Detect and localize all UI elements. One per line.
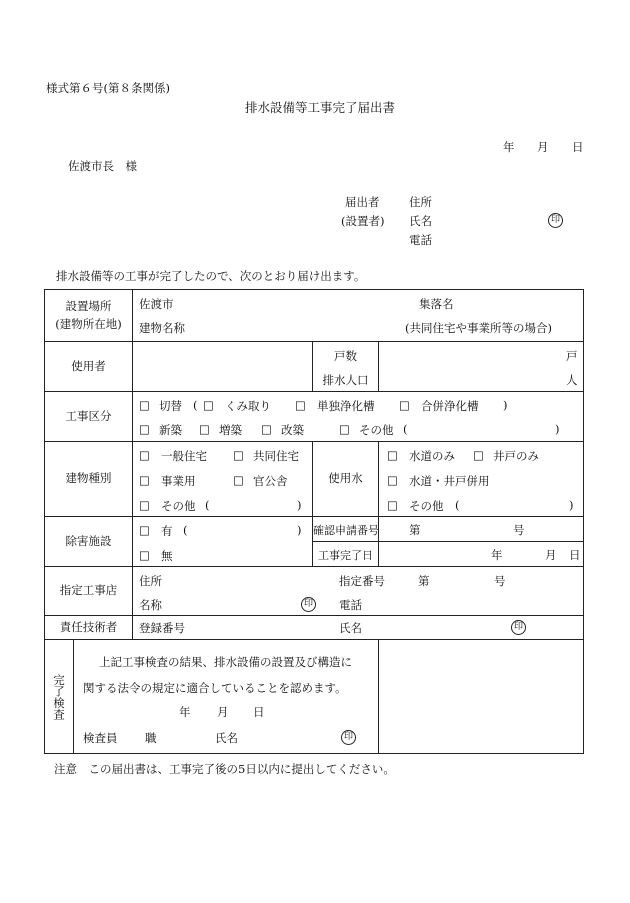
harm-yes-close: ) <box>297 523 302 537</box>
contractor-seal-icon <box>301 596 316 612</box>
contractor-phone-label: 電話 <box>339 598 362 612</box>
applicant-name-label: 氏名 <box>409 214 432 228</box>
households-label: 戸数 <box>334 349 357 363</box>
harm-meta-labels <box>313 517 379 567</box>
user-label: 使用者 <box>45 342 133 392</box>
other-building-label: その他 <box>161 499 196 513</box>
engineer-name-label: 氏名 <box>339 621 362 635</box>
checkbox-tap-and-well[interactable] <box>387 473 398 487</box>
harm-options <box>133 517 313 567</box>
location-cell[interactable] <box>133 290 584 342</box>
inspection-blank-cell[interactable] <box>379 640 584 754</box>
location-sublabel: (建物所在地) <box>55 316 122 331</box>
date-month-label: 月 <box>537 140 549 154</box>
installer-label: (設置者) <box>341 214 385 228</box>
renovation-label: 改築 <box>281 423 304 437</box>
registration-number-label: 登録番号 <box>139 621 185 635</box>
extension-label: 増築 <box>219 423 242 437</box>
persons-label: 排水人口 <box>322 373 369 387</box>
inspection-month: 月 <box>217 705 229 719</box>
confirm-go: 号 <box>513 523 525 537</box>
checkbox-renovation[interactable] <box>261 422 272 436</box>
other-water-label: その他 <box>409 499 444 513</box>
row-location <box>45 290 584 342</box>
harm-yes-open: ( <box>183 523 188 537</box>
work-type-label: 工事区分 <box>45 392 133 442</box>
date-year-label: 年 <box>503 140 515 154</box>
inspection-label: 完了検査 <box>52 673 66 720</box>
other-water-close: ) <box>569 498 574 512</box>
paren-close: ) <box>503 398 508 412</box>
completion-year: 年 <box>491 548 503 562</box>
addressee: 佐渡市長 様 <box>68 159 137 173</box>
footer-note: 注意 この届出書は、工事完了後の5日以内に提出してください。 <box>54 762 395 776</box>
shared-house-label: 共同住宅 <box>253 449 299 463</box>
well-only-label: 井戸のみ <box>493 449 539 463</box>
public-label: 官公舎 <box>253 474 288 488</box>
location-label: 設置場所 <box>65 298 112 313</box>
checkbox-other-work[interactable] <box>339 422 350 436</box>
checkbox-general-house[interactable] <box>139 448 150 462</box>
document-title: 排水設備等工事完了届出書 <box>245 100 396 115</box>
row-work-type <box>45 392 584 442</box>
row-engineer <box>45 616 584 640</box>
checkbox-public[interactable] <box>233 473 244 487</box>
harm-meta-values[interactable] <box>379 517 584 567</box>
checkbox-tap-only[interactable] <box>387 448 398 462</box>
confirm-number-label: 確認申請番号 <box>313 524 379 537</box>
completion-day: 日 <box>569 548 581 562</box>
applicant-label: 届出者 <box>345 195 380 209</box>
form-table <box>44 289 584 754</box>
checkbox-extension[interactable] <box>199 422 210 436</box>
water-label: 使用水 <box>313 442 379 517</box>
row-inspection <box>45 640 584 754</box>
inspector-seal-icon <box>341 729 356 745</box>
contractor-cell[interactable] <box>133 567 584 616</box>
engineer-label: 責任技術者 <box>45 616 133 640</box>
switch-label: 切替 <box>159 399 182 413</box>
location-header <box>45 290 133 342</box>
combined-septic-label: 合併浄化槽 <box>421 399 479 413</box>
row-harm <box>45 517 584 567</box>
other-building-close: ) <box>297 498 302 512</box>
row-building-type <box>45 442 584 517</box>
inspection-year: 年 <box>179 705 191 719</box>
form-number: 様式第６号(第８条関係) <box>46 81 170 95</box>
water-options <box>379 442 584 517</box>
checkbox-single-septic[interactable] <box>295 398 306 412</box>
checkbox-harm-yes[interactable] <box>139 523 150 537</box>
inspection-text-line1: 上記工事検査の結果、排水設備の設置及び構造に <box>99 655 352 669</box>
new-label: 新築 <box>159 423 182 437</box>
tap-and-well-label: 水道・井戸併用 <box>409 474 490 488</box>
persons-unit: 人 <box>566 373 578 387</box>
other-water-open: ( <box>455 498 460 512</box>
harm-yes-label: 有 <box>161 524 173 538</box>
village-label: 集落名 <box>419 297 454 311</box>
checkbox-combined-septic[interactable] <box>399 398 410 412</box>
confirm-dai: 第 <box>409 523 421 537</box>
tap-only-label: 水道のみ <box>409 449 455 463</box>
building-name-label: 建物名称 <box>139 321 185 335</box>
checkbox-other-water[interactable] <box>387 498 398 512</box>
user-name-cell[interactable] <box>133 342 313 392</box>
checkbox-switch[interactable] <box>139 398 150 412</box>
user-count-labels <box>313 342 379 392</box>
contractor-name-label: 名称 <box>139 598 162 612</box>
date-day-label: 日 <box>572 140 584 154</box>
checkbox-new[interactable] <box>139 422 150 436</box>
designation-number-label: 指定番号 <box>339 574 385 588</box>
designation-go: 号 <box>494 574 506 588</box>
other-work-close: ) <box>555 422 560 436</box>
work-type-options <box>133 392 584 442</box>
other-work-label: その他 <box>359 423 394 437</box>
contractor-label: 指定工事店 <box>45 567 133 616</box>
checkbox-other-building[interactable] <box>139 498 150 512</box>
row-user <box>45 342 584 392</box>
completion-month: 月 <box>545 548 557 562</box>
building-type-label: 建物種別 <box>45 442 133 517</box>
engineer-cell[interactable] <box>133 616 584 640</box>
other-building-open: ( <box>205 498 210 512</box>
other-work-open: ( <box>403 422 408 436</box>
inspector-label: 検査員 <box>83 731 118 745</box>
applicant-phone-label: 電話 <box>409 233 432 247</box>
paren-open: ( <box>193 398 198 412</box>
user-count-values[interactable] <box>379 342 584 392</box>
completion-date-label: 工事完了日 <box>318 549 373 562</box>
applicant-seal-icon <box>548 212 563 228</box>
harm-no-label: 無 <box>161 549 173 563</box>
harm-label: 除害施設 <box>45 517 133 567</box>
inspection-text-line2: 関する法令の規定に適合していることを認めます。 <box>83 681 347 695</box>
removal-label: くみ取り <box>225 399 271 413</box>
designation-dai: 第 <box>418 574 430 588</box>
building-note: (共同住宅や事業所等の場合) <box>405 321 552 335</box>
contractor-address-label: 住所 <box>139 574 162 588</box>
general-house-label: 一般住宅 <box>161 449 207 463</box>
city-label: 佐渡市 <box>139 297 174 311</box>
checkbox-business[interactable] <box>139 473 150 487</box>
inspection-label-box <box>45 640 74 753</box>
inspector-position-label: 職 <box>145 731 157 745</box>
business-label: 事業用 <box>161 474 196 488</box>
checkbox-shared-house[interactable] <box>233 448 244 462</box>
row-contractor <box>45 567 584 616</box>
inspection-day: 日 <box>253 705 265 719</box>
single-septic-label: 単独浄化槽 <box>317 399 375 413</box>
checkbox-well-only[interactable] <box>473 448 484 462</box>
intro-text: 排水設備等の工事が完了したので、次のとおり届け出ます。 <box>56 269 366 283</box>
engineer-seal-icon <box>511 619 526 635</box>
inspector-name-label: 氏名 <box>215 731 238 745</box>
checkbox-harm-no[interactable] <box>139 548 150 562</box>
households-unit: 戸 <box>566 349 578 363</box>
checkbox-removal[interactable] <box>203 398 214 412</box>
applicant-address-label: 住所 <box>409 195 432 209</box>
building-type-options <box>133 442 313 517</box>
inspection-cell <box>45 640 379 754</box>
